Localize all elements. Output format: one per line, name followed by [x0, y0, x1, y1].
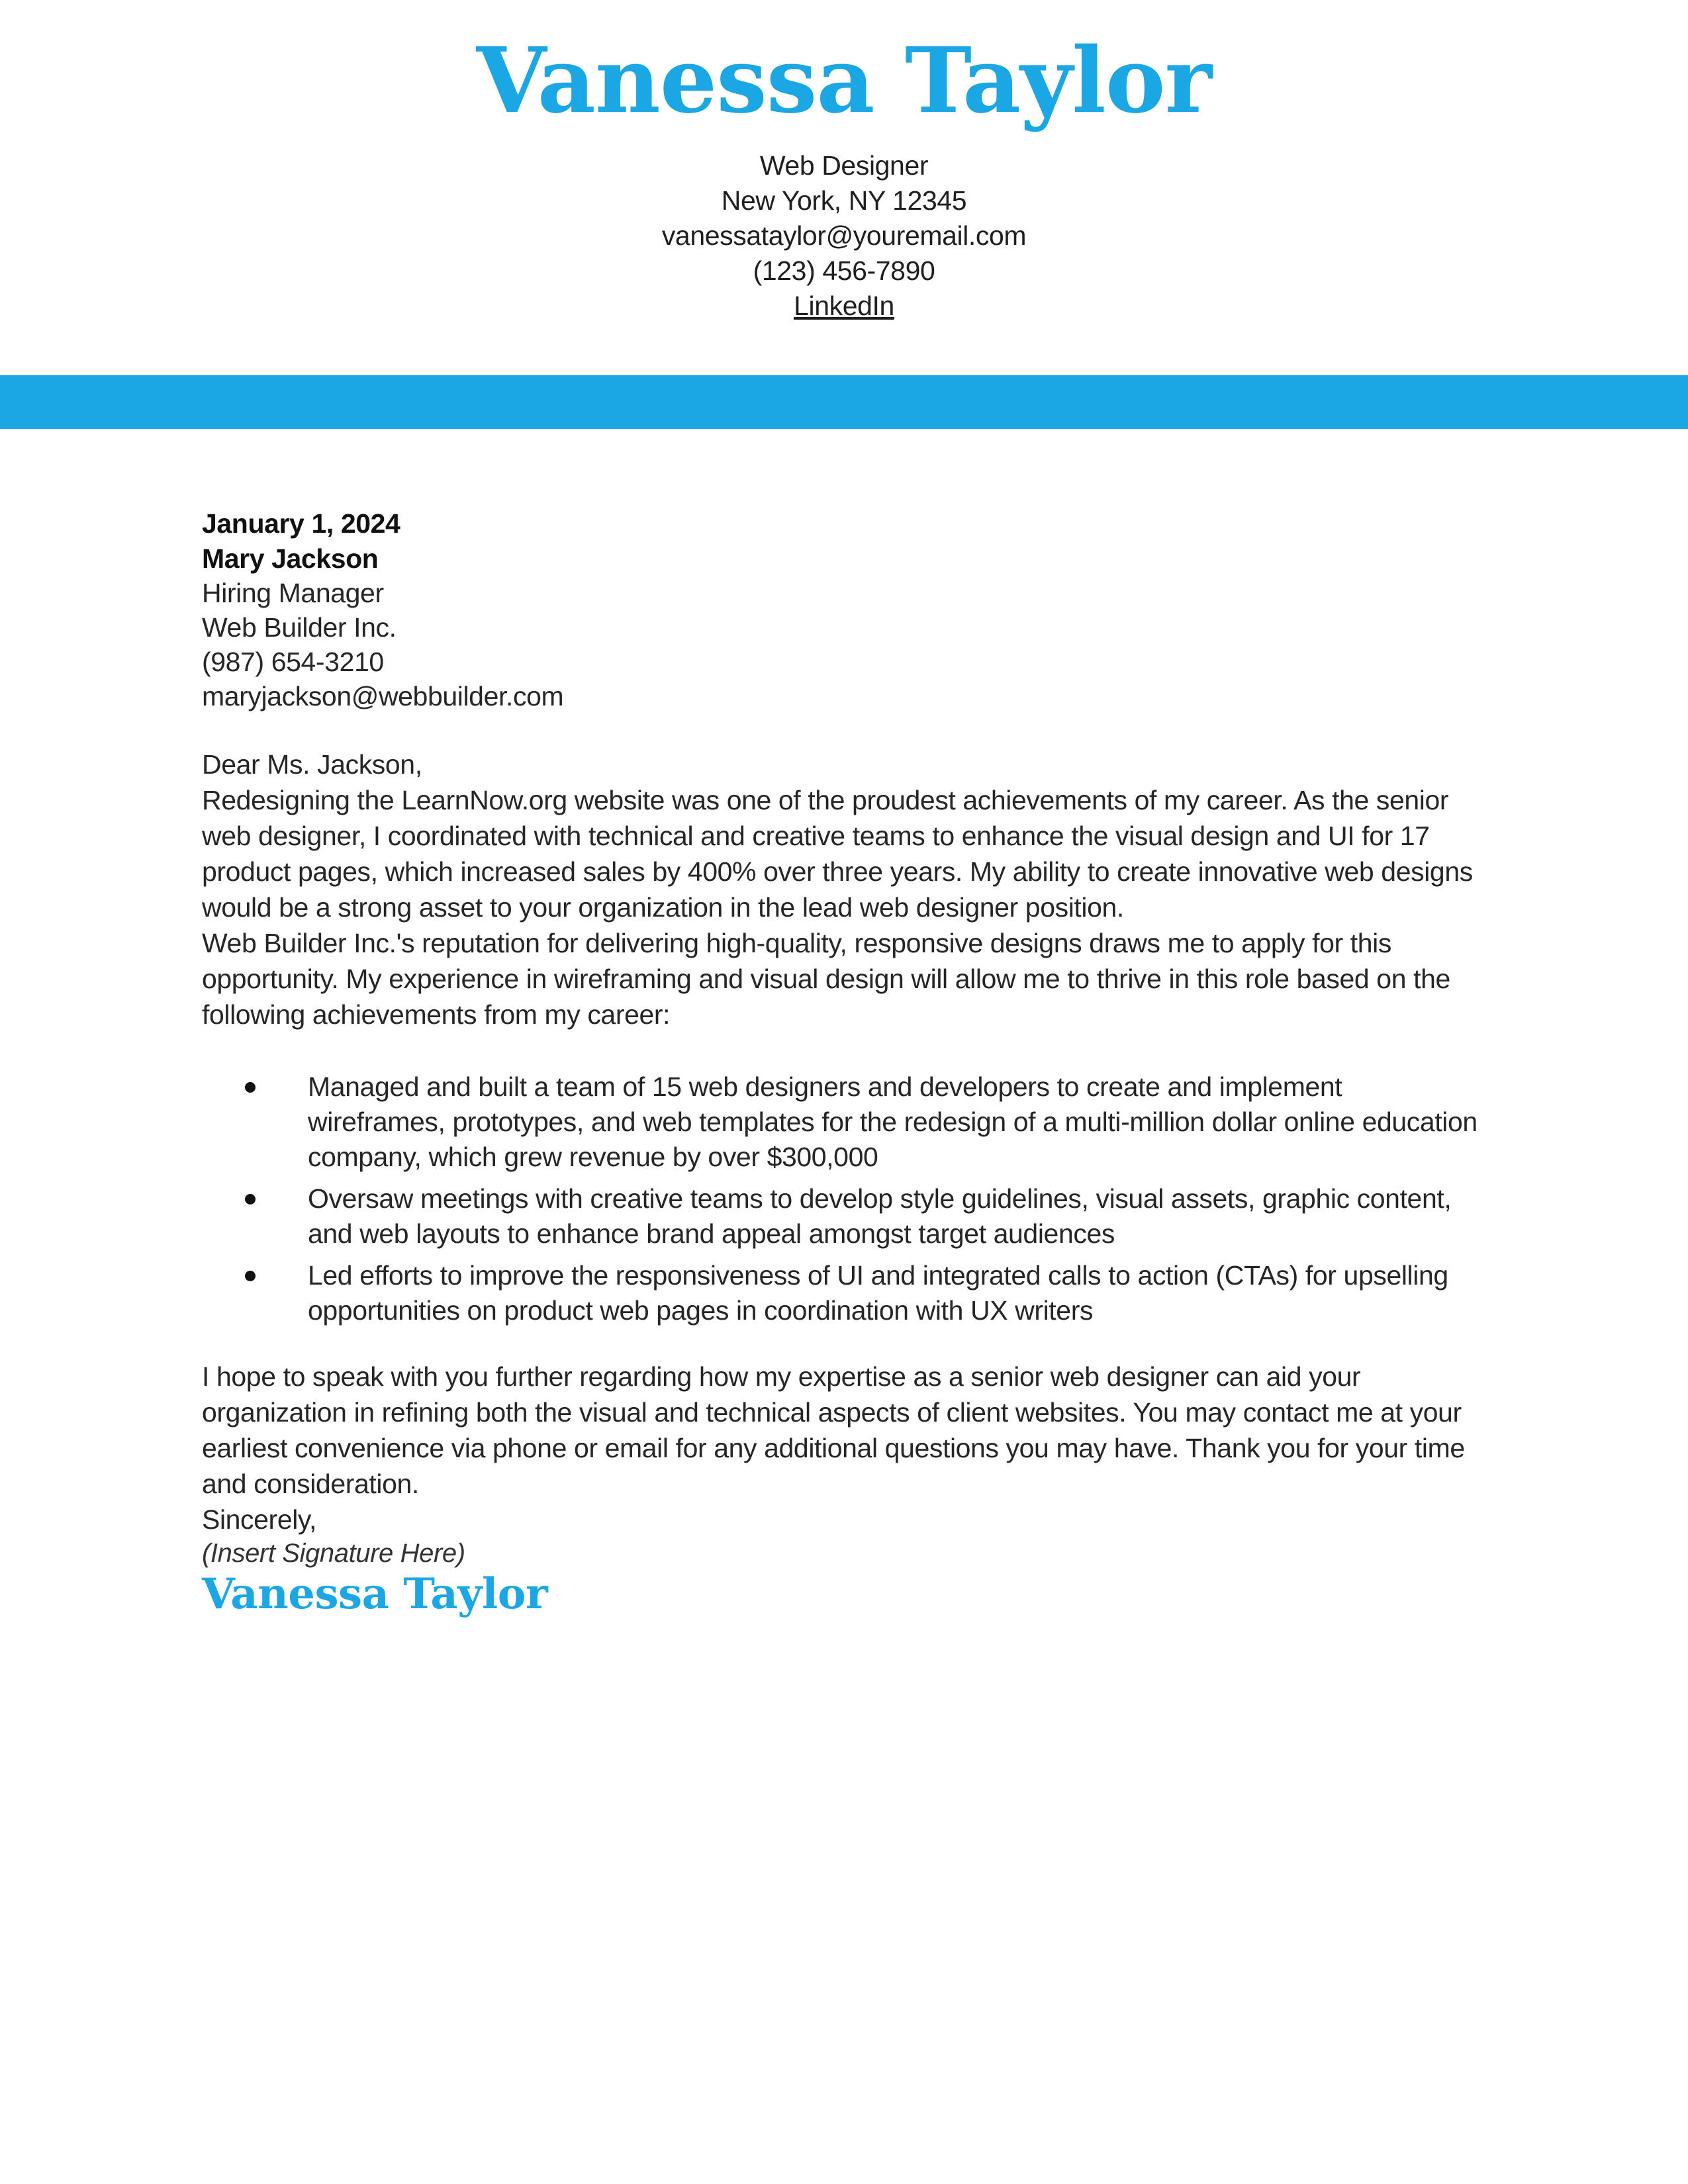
bullet-icon — [245, 1082, 256, 1093]
candidate-email: vanessataylor@youremail.com — [661, 220, 1027, 251]
accent-divider-bar — [0, 375, 1688, 429]
salutation: Dear Ms. Jackson, — [202, 749, 422, 780]
linkedin-link[interactable]: LinkedIn — [794, 291, 894, 322]
signature-name: Vanessa Taylor — [202, 1569, 548, 1619]
recipient-title: Hiring Manager — [202, 578, 384, 609]
achievements-list — [202, 1069, 1486, 1328]
candidate-job-title: Web Designer — [759, 150, 929, 181]
body-paragraph-1: Redesigning the LearnNow.org website was one of the proudest achievements of my career. As the senior web designer, I coordinated with technical and creative teams to enhance the visual design and UI for 17 product pages, which increased sales by 400% over three years. My ability to create innovative web designs would be a strong asset to your organization in the lead web designer position. — [202, 785, 1473, 923]
achievement-text: Oversaw meetings with creative teams to develop style guidelines, visual assets, graphic content, and web layouts to enhance brand appeal amongst target audiences — [308, 1183, 1452, 1250]
achievement-item — [202, 1181, 1486, 1251]
candidate-name: Vanessa Taylor — [476, 28, 1212, 134]
achievement-text: Managed and built a team of 15 web designers and developers to create and implement wireframes, prototypes, and web templates for the redesign of a multi-million dollar online education company, which grew revenue by over $300,000 — [308, 1071, 1477, 1173]
letter-body — [0, 506, 1688, 1619]
letter-header — [0, 0, 1688, 324]
bullet-icon — [245, 1271, 256, 1281]
achievement-item — [202, 1069, 1486, 1175]
recipient-email: maryjackson@webbuilder.com — [202, 681, 564, 712]
closing-paragraph: I hope to speak with you further regarding how my expertise as a senior web designer can aid your organization in refining both the visual and technical aspects of client websites. You may contact me at your earliest convenience via phone or email for any additional questions you may have. Thank you for your time and consideration. — [202, 1361, 1465, 1500]
candidate-phone: (123) 456-7890 — [753, 255, 935, 287]
linkedin-row — [0, 289, 1688, 324]
letter-date: January 1, 2024 — [202, 508, 400, 539]
recipient-name: Mary Jackson — [202, 543, 379, 574]
contact-block — [0, 148, 1688, 324]
achievement-text: Led efforts to improve the responsiveness of UI and integrated calls to action (CTAs) for upselling opportunities on product web pages in coordination with UX writers — [308, 1260, 1448, 1326]
recipient-company: Web Builder Inc. — [202, 612, 397, 643]
candidate-location: New York, NY 12345 — [721, 185, 967, 216]
bullet-icon — [245, 1194, 256, 1205]
body-paragraph-2: Web Builder Inc.'s reputation for delivering high-quality, responsive designs draws me to apply for this opportunity. My experience in wireframing and visual design will allow me to thrive in this role based on the following achievements from my career: — [202, 928, 1450, 1030]
signature-placeholder: (Insert Signature Here) — [202, 1539, 465, 1569]
recipient-phone: (987) 654-3210 — [202, 647, 384, 678]
achievement-item — [202, 1258, 1486, 1328]
recipient-block — [202, 541, 1486, 713]
valediction: Sincerely, — [202, 1504, 316, 1535]
